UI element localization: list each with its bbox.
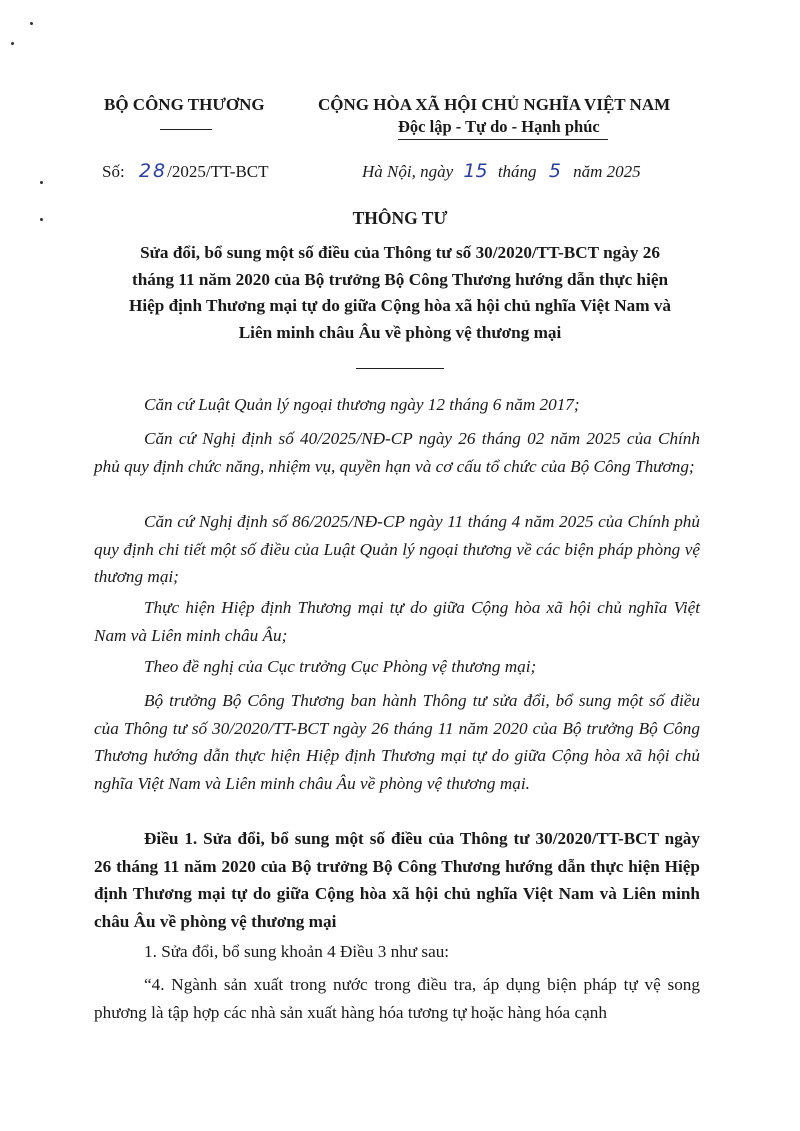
handwritten-month: 5 <box>548 160 561 182</box>
number-suffix: /2025/TT-BCT <box>167 162 269 181</box>
national-motto: Độc lập - Tự do - Hạnh phúc <box>398 117 600 136</box>
number-label: Số: <box>102 162 125 181</box>
republic-name: CỘNG HÒA XÃ HỘI CHỦ NGHĨA VIỆT NAM <box>318 95 671 114</box>
preamble-paragraph <box>94 653 700 681</box>
subject-line: Hiệp định Thương mại tự do giữa Cộng hòa xã hội chủ nghĩa Việt Nam và <box>128 296 672 315</box>
preamble-text: Căn cứ Nghị định số 86/2025/NĐ-CP ngày 11 tháng 4 năm 2025 của Chính phủ quy định chi tiết một số điều của Luật Quản lý ngoại thương về các biện pháp phòng vệ thương mại; <box>94 512 700 586</box>
scan-speck <box>30 22 33 25</box>
preamble-text: Bộ trưởng Bộ Công Thương ban hành Thông tư sửa đổi, bổ sung một số điều của Thông tư số 30/2020/TT-BCT ngày 26 tháng 11 năm 2020 của Bộ trưởng Bộ Công Thương hướng dẫn thực hiện Hiệp định Thương mại tự do giữa Cộng hòa xã hội chủ nghĩa Việt Nam và Liên minh châu Âu về phòng vệ thương mại. <box>94 691 700 793</box>
subject-line: Liên minh châu Âu về phòng vệ thương mại <box>238 322 562 342</box>
subject-line: tháng 11 năm 2020 của Bộ trưởng Bộ Công Thương hướng dẫn thực hiện <box>131 269 669 289</box>
preamble-paragraph <box>94 508 700 591</box>
issue-date <box>362 160 641 182</box>
preamble-paragraph <box>94 687 700 797</box>
preamble-paragraph <box>94 594 700 649</box>
preamble-text: Theo đề nghị của Cục trưởng Cục Phòng vệ thương mại; <box>144 657 537 676</box>
article-1-quote <box>94 971 700 1026</box>
preamble-text: Căn cứ Luật Quản lý ngoại thương ngày 12 tháng 6 năm 2017; <box>144 395 580 414</box>
preamble-paragraph <box>94 425 700 480</box>
article-1-title <box>94 825 700 935</box>
preamble-text: Căn cứ Nghị định số 40/2025/NĐ-CP ngày 26 tháng 02 năm 2025 của Chính phủ quy định chức năng, nhiệm vụ, quyền hạn và cơ cấu tổ chức của Bộ Công Thương; <box>94 429 700 476</box>
motto-underline <box>398 139 608 140</box>
date-prefix: Hà Nội, ngày <box>362 162 454 181</box>
clause-1-text: 1. Sửa đổi, bổ sung khoản 4 Điều 3 như sau: <box>144 942 450 961</box>
article-1-clause-1 <box>94 938 700 966</box>
ministry-underline <box>160 129 212 130</box>
handwritten-number: 28 <box>138 160 168 182</box>
document-type: THÔNG TƯ <box>352 208 448 228</box>
scan-speck <box>40 181 43 184</box>
article-1-title-text: Điều 1. Sửa đổi, bổ sung một số điều của Thông tư 30/2020/TT-BCT ngày 26 tháng 11 năm 2020 của Bộ trưởng Bộ Công Thương hướng dẫn thực hiện Hiệp định Thương mại tự do giữa Cộng hòa xã hội chủ nghĩa Việt Nam và Liên minh châu Âu về phòng vệ thương mại <box>94 829 700 931</box>
subject-line: Sửa đổi, bổ sung một số điều của Thông tư số 30/2020/TT-BCT ngày 26 <box>140 243 660 262</box>
document-subject <box>60 240 740 346</box>
quote-text: “4. Ngành sản xuất trong nước trong điều tra, áp dụng biện pháp tự vệ song phương là tập hợp các nhà sản xuất hàng hóa tương tự hoặc hàng hóa cạnh <box>94 975 700 1022</box>
subject-divider <box>356 368 444 369</box>
handwritten-day: 15 <box>463 160 488 182</box>
scan-speck <box>11 42 14 45</box>
preamble-text: Thực hiện Hiệp định Thương mại tự do giữa Cộng hòa xã hội chủ nghĩa Việt Nam và Liên minh châu Âu; <box>94 598 700 645</box>
date-year: năm 2025 <box>573 162 641 181</box>
ministry-name: BỘ CÔNG THƯƠNG <box>104 95 265 114</box>
document-number <box>102 160 269 182</box>
preamble-paragraph <box>94 391 700 419</box>
date-month-label: tháng <box>497 162 537 181</box>
